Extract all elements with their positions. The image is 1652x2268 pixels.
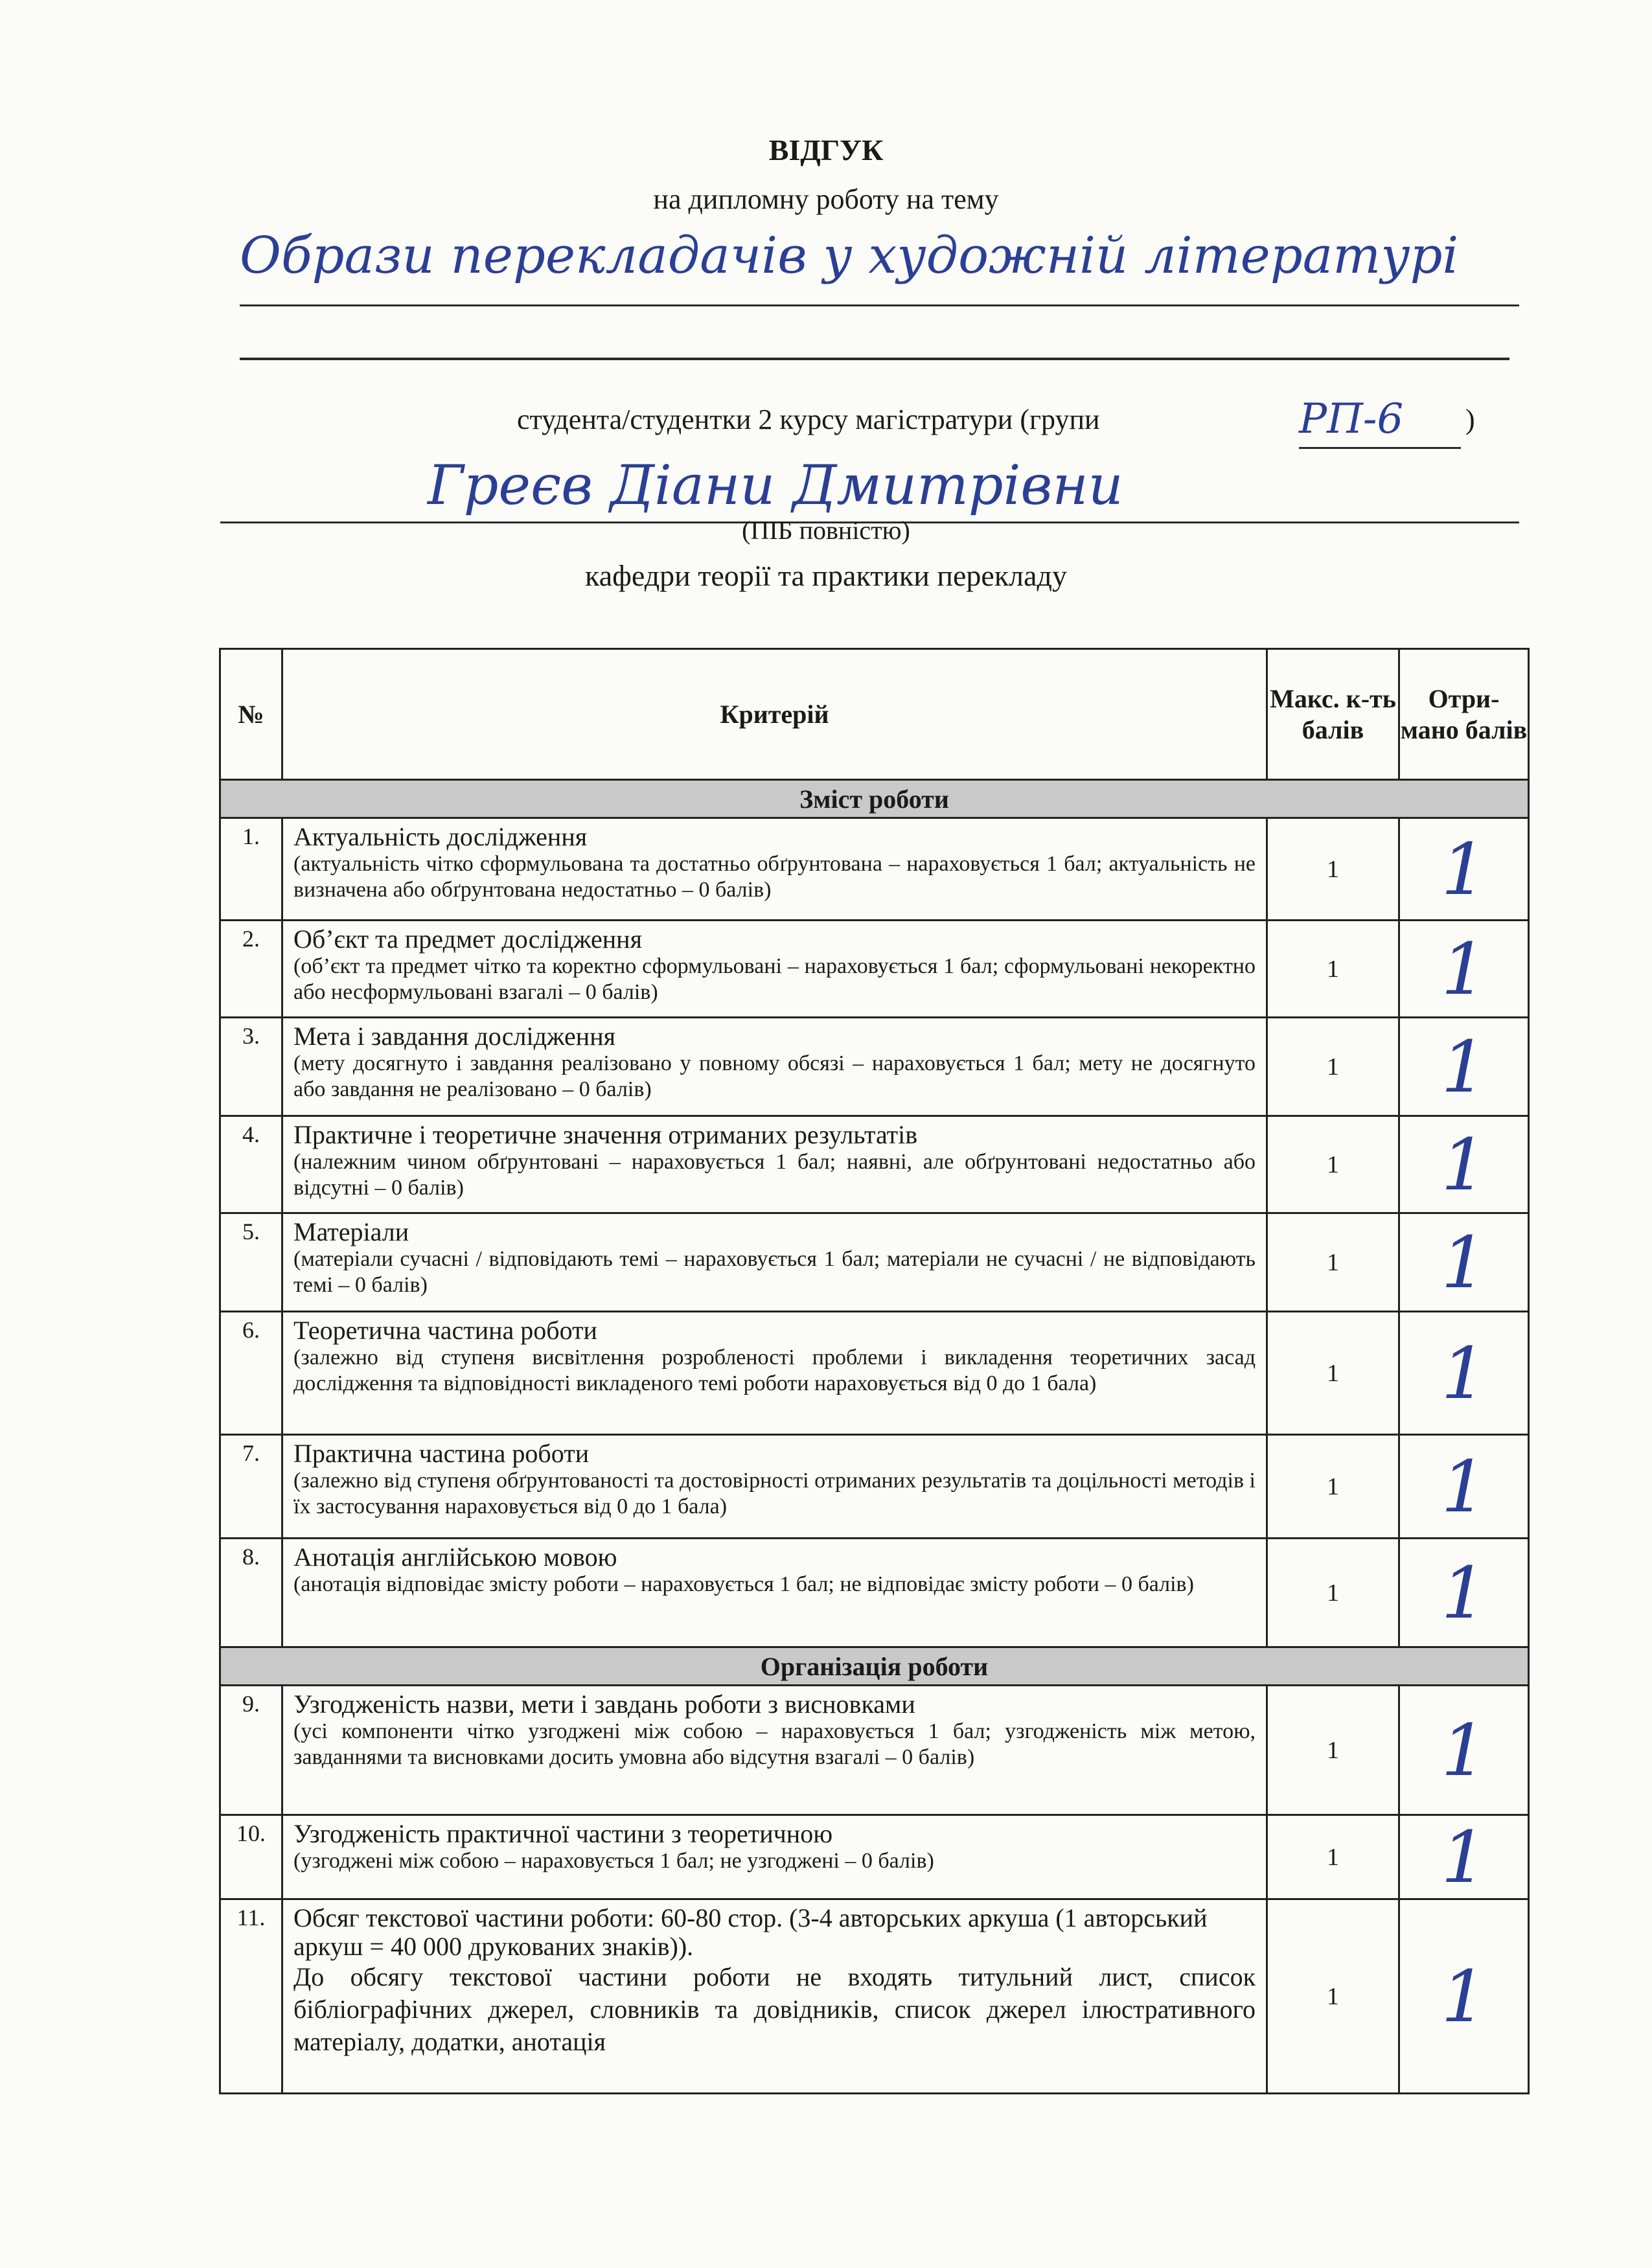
criterion-cell — [282, 1686, 1267, 1815]
criterion-title: Практична частина роботи — [293, 1439, 590, 1468]
max-score: 1 — [1267, 1312, 1399, 1435]
table-row — [220, 1686, 1529, 1815]
criterion-cell — [282, 1116, 1267, 1213]
section-title: Організація роботи — [220, 1647, 1529, 1686]
criterion-description: (матеріали сучасні / відповідають темі – нараховується 1 бал; матеріали не сучасні / не відповідають темі – 0 балів) — [293, 1247, 1256, 1297]
row-number: 8. — [220, 1539, 282, 1647]
table-row — [220, 1899, 1529, 2094]
received-score-handwritten: 1 — [1441, 1331, 1487, 1415]
section-title: Зміст роботи — [220, 780, 1529, 818]
table-row — [220, 921, 1529, 1018]
document-title: ВІДГУК — [768, 133, 884, 166]
criterion-cell — [282, 1539, 1267, 1647]
received-score-cell — [1399, 1899, 1529, 2094]
row-number: 6. — [220, 1312, 282, 1435]
topic-underline — [240, 304, 1519, 306]
table-row — [220, 1312, 1529, 1435]
criterion-description: (об’єкт та предмет чітко та коректно сформульовані – нараховується 1 бал; сформульовані некоректно або несформульовані взагалі – 0 балів) — [293, 954, 1256, 1004]
max-score: 1 — [1267, 1899, 1399, 2094]
received-score-handwritten: 1 — [1441, 1551, 1487, 1634]
criterion-title: Узгодженість назви, мети і завдань роботи з висновками — [293, 1690, 915, 1719]
criterion-description: (анотація відповідає змісту роботи – нараховується 1 бал; не відповідає змісту роботи – 0 балів) — [293, 1572, 1194, 1596]
criterion-cell — [282, 818, 1267, 921]
col-received-header: Отри-мано балів — [1399, 649, 1529, 780]
table-row — [220, 1815, 1529, 1899]
criterion-description: (залежно від ступеня висвітлення розробленості проблеми і викладення теоретичних засад дослідження та відповідності викладеного темі роботи нараховується від 0 до 1 бала) — [293, 1346, 1256, 1395]
received-score-cell — [1399, 1312, 1529, 1435]
received-score-handwritten: 1 — [1441, 1708, 1487, 1792]
criterion-cell — [282, 1899, 1267, 2094]
criterion-title: Анотація англійською мовою — [293, 1542, 617, 1572]
received-score-cell — [1399, 1539, 1529, 1647]
criterion-description: (усі компоненти чітко узгоджені між собою – нараховується 1 бал; узгодженість між метою, завданнями та висновками досить умовна або відсутня взагалі – 0 балів) — [293, 1719, 1256, 1769]
student-line — [517, 403, 1100, 436]
received-score-cell — [1399, 1116, 1529, 1213]
section-row — [220, 1647, 1529, 1686]
received-score-cell — [1399, 1213, 1529, 1312]
criterion-description: (узгоджені між собою – нараховується 1 бал; не узгоджені – 0 балів) — [293, 1849, 934, 1873]
criterion-title: Обсяг текстової частини роботи: 60-80 стор. (3-4 авторських аркуша (1 авторський аркуш = 40 000 друкованих знаків)). — [293, 1903, 1208, 1961]
received-score-handwritten: 1 — [1441, 927, 1487, 1011]
row-number: 2. — [220, 921, 282, 1018]
received-score-cell — [1399, 1435, 1529, 1539]
received-score-cell — [1399, 1815, 1529, 1899]
received-score-cell — [1399, 1686, 1529, 1815]
thesis-topic-handwritten: Образи перекладачів у художній літературі — [240, 227, 1459, 285]
received-score-cell — [1399, 1018, 1529, 1116]
document-subtitle: на дипломну роботу на тему — [653, 183, 999, 215]
max-score: 1 — [1267, 921, 1399, 1018]
criterion-cell — [282, 1312, 1267, 1435]
table-row — [220, 1539, 1529, 1647]
col-num-header: № — [220, 649, 282, 780]
received-score-cell — [1399, 818, 1529, 921]
row-number: 5. — [220, 1213, 282, 1312]
criterion-cell — [282, 921, 1267, 1018]
received-score-handwritten: 1 — [1441, 1815, 1487, 1899]
table-row — [220, 1213, 1529, 1312]
max-score: 1 — [1267, 1116, 1399, 1213]
row-number: 7. — [220, 1435, 282, 1539]
received-score-cell — [1399, 921, 1529, 1018]
max-score: 1 — [1267, 818, 1399, 921]
row-number: 4. — [220, 1116, 282, 1213]
criterion-title: Мета і завдання дослідження — [293, 1022, 615, 1051]
criterion-cell — [282, 1435, 1267, 1539]
received-score-handwritten: 1 — [1441, 1445, 1487, 1528]
criterion-description: (актуальність чітко сформульована та достатньо обґрунтована – нараховується 1 бал; актуальність не визначена або обґрунтована недостатньо – 0 балів) — [293, 852, 1256, 902]
criterion-description: (залежно від ступеня обґрунтованості та достовірності отриманих результатів та доцільності методів і їх застосування нараховується від 0 до 1 бала) — [293, 1469, 1256, 1518]
topic-underline-2 — [240, 358, 1509, 360]
row-number: 9. — [220, 1686, 282, 1815]
received-score-handwritten: 1 — [1441, 1025, 1487, 1108]
criterion-title: Узгодженість практичної частини з теоретичною — [293, 1819, 833, 1848]
criterion-title: Актуальність дослідження — [293, 822, 588, 851]
criterion-cell — [282, 1018, 1267, 1116]
row-number: 11. — [220, 1899, 282, 2094]
section-row — [220, 780, 1529, 818]
student-line-suffix: ) — [1465, 404, 1475, 435]
criterion-description: До обсягу текстової частини роботи не входять титульний лист, список бібліографічних джерел, словників та довідників, список джерел ілюстративного матеріалу, додатки, анотація — [293, 1962, 1256, 2056]
max-score: 1 — [1267, 1686, 1399, 1815]
col-max-header: Макс. к-ть балів — [1267, 649, 1399, 780]
received-score-handwritten: 1 — [1441, 827, 1487, 911]
received-score-handwritten: 1 — [1441, 1123, 1487, 1206]
max-score: 1 — [1267, 1018, 1399, 1116]
name-caption: (ПІБ повністю) — [742, 516, 910, 545]
criterion-title: Матеріали — [293, 1217, 409, 1246]
criteria-table — [219, 648, 1530, 2094]
criterion-title: Теоретична частина роботи — [293, 1316, 597, 1345]
table-row — [220, 818, 1529, 921]
row-number: 1. — [220, 818, 282, 921]
student-name-handwritten: Греєв Діани Дмитрівни — [428, 453, 1123, 517]
group-underline — [1299, 447, 1461, 449]
row-number: 10. — [220, 1815, 282, 1899]
max-score: 1 — [1267, 1213, 1399, 1312]
student-line-prefix: студента/студентки 2 курсу магістратури (групи — [517, 404, 1100, 435]
col-criterion-header: Критерій — [282, 649, 1267, 780]
criterion-description: (мету досягнуто і завдання реалізовано у повному обсязі – нараховується 1 бал; мету не досягнуто або завдання не реалізовано – 0 балів) — [293, 1051, 1256, 1101]
criterion-cell — [282, 1815, 1267, 1899]
department: кафедри теорії та практики перекладу — [585, 559, 1067, 592]
group-handwritten: РП-6 — [1299, 395, 1404, 443]
table-row — [220, 1116, 1529, 1213]
max-score: 1 — [1267, 1539, 1399, 1647]
criterion-cell — [282, 1213, 1267, 1312]
received-score-handwritten: 1 — [1441, 1954, 1487, 2038]
table-header-row — [220, 649, 1529, 780]
max-score: 1 — [1267, 1435, 1399, 1539]
criterion-description: (належним чином обґрунтовані – нараховується 1 бал; наявні, але обґрунтовані недостатньо або відсутні – 0 балів) — [293, 1150, 1256, 1200]
max-score: 1 — [1267, 1815, 1399, 1899]
received-score-handwritten: 1 — [1441, 1220, 1487, 1304]
table-row — [220, 1018, 1529, 1116]
criterion-title: Об’єкт та предмет дослідження — [293, 924, 642, 954]
criterion-title: Практичне і теоретичне значення отриманих результатів — [293, 1120, 918, 1149]
row-number: 3. — [220, 1018, 282, 1116]
table-row — [220, 1435, 1529, 1539]
